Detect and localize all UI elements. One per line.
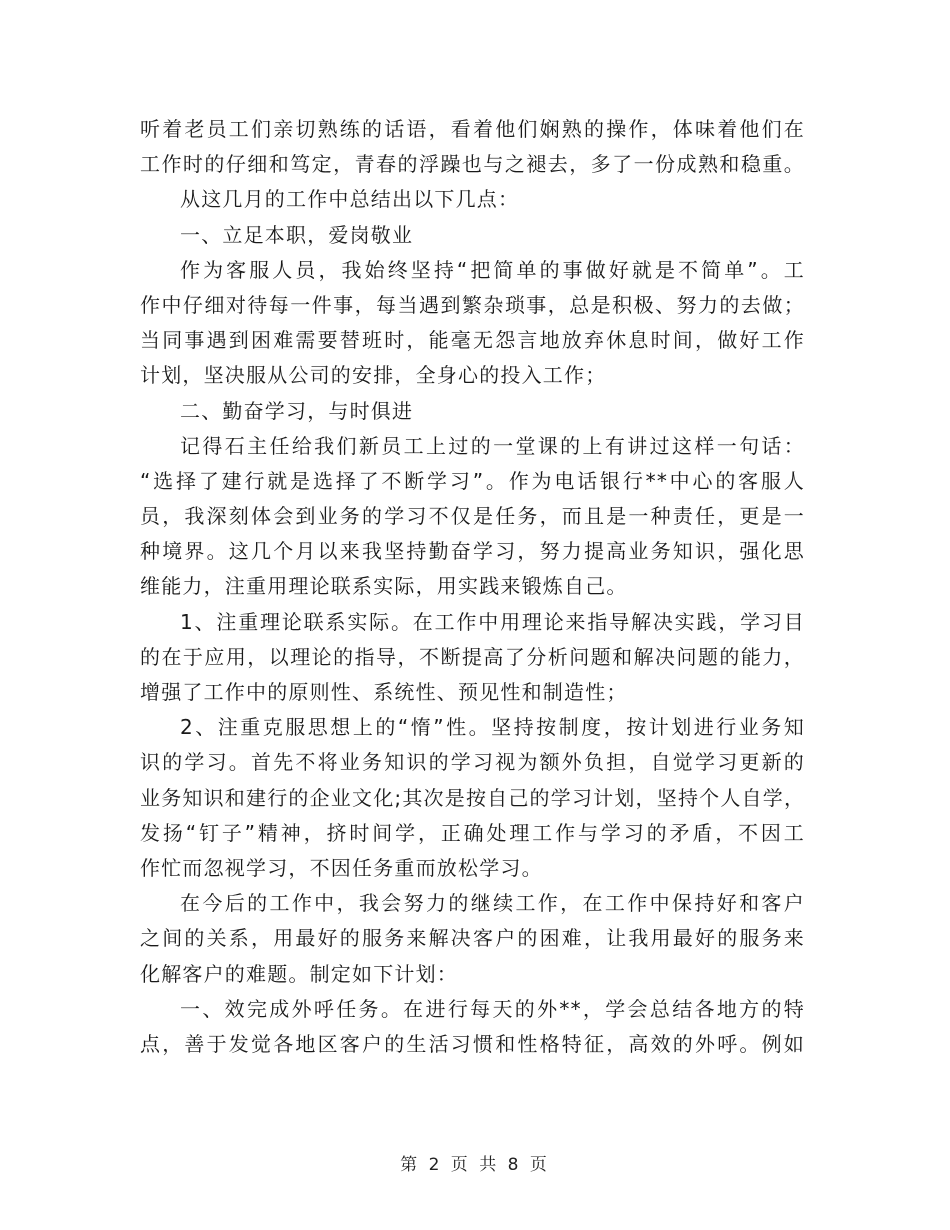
text-line: 识的学习。首先不将业务知识的学习视为额外负担，自觉学习更新的 — [140, 750, 805, 775]
section-heading: 一、立足本职，爱岗敬业 — [180, 222, 414, 247]
text-line: 2、注重克服思想上的“惰”性。坚持按制度，按计划进行业务知 — [180, 715, 805, 740]
text-line: 从这几月的工作中总结出以下几点： — [180, 187, 520, 212]
text-line: 在今后的工作中，我会努力的继续工作，在工作中保持好和客户 — [180, 891, 805, 916]
text-line: 维能力，注重用理论联系实际，用实践来锻炼自己。 — [140, 574, 628, 599]
page-number: 第 2 页 共 8 页 — [400, 1155, 550, 1175]
text-line: 种境界。这几个月以来我坚持勤奋学习，努力提高业务知识，强化思 — [140, 539, 805, 564]
text-line: 员，我深刻体会到业务的学习不仅是任务，而且是一种责任，更是一 — [140, 504, 805, 529]
text-line: 之间的关系，用最好的服务来解决客户的困难，让我用最好的服务来 — [140, 926, 805, 951]
text-line: 作忙而忽视学习，不因任务重而放松学习。 — [140, 855, 543, 880]
text-line: 化解客户的难题。制定如下计划： — [140, 961, 458, 986]
text-line: 听着老员工们亲切熟练的话语，看着他们娴熟的操作，体味着他们在 — [140, 117, 805, 141]
text-line: 1、注重理论联系实际。在工作中用理论来指导解决实践，学习目 — [180, 609, 805, 634]
text-line: “选择了建行就是选择了不断学习”。作为电话银行**中心的客服人 — [140, 468, 805, 493]
text-line: 记得石主任给我们新员工上过的一堂课的上有讲过这样一句话： — [180, 433, 805, 458]
text-line: 增强了工作中的原则性、系统性、预见性和制造性； — [140, 680, 628, 704]
text-line: 的在于应用，以理论的指导，不断提高了分析问题和解决问题的能力， — [140, 644, 805, 669]
text-line: 一、效完成外呼任务。在进行每天的外**，学会总结各地方的特 — [180, 996, 805, 1021]
section-heading: 二、勤奋学习，与时俱进 — [180, 398, 414, 423]
text-line: 当同事遇到困难需要替班时，能毫无怨言地放弃休息时间，做好工作 — [140, 328, 805, 353]
document-body — [140, 112, 805, 1062]
text-line: 作中仔细对待每一件事，每当遇到繁杂琐事，总是积极、努力的去做； — [140, 292, 805, 317]
text-line: 工作时的仔细和笃定，青春的浮躁也与之褪去，多了一份成熟和稳重。 — [140, 152, 805, 177]
text-line: 点，善于发觉各地区客户的生活习惯和性格特征，高效的外呼。例如 — [140, 1031, 805, 1056]
text-line: 作为客服人员，我始终坚持“把简单的事做好就是不简单”。工 — [180, 257, 805, 282]
text-line: 计划，坚决服从公司的安排，全身心的投入工作； — [140, 363, 607, 388]
text-line: 业务知识和建行的企业文化;其次是按自己的学习计划，坚持个人自学， — [140, 785, 806, 810]
text-line: 发扬“钉子”精神，挤时间学，正确处理工作与学习的矛盾，不因工 — [140, 820, 805, 845]
